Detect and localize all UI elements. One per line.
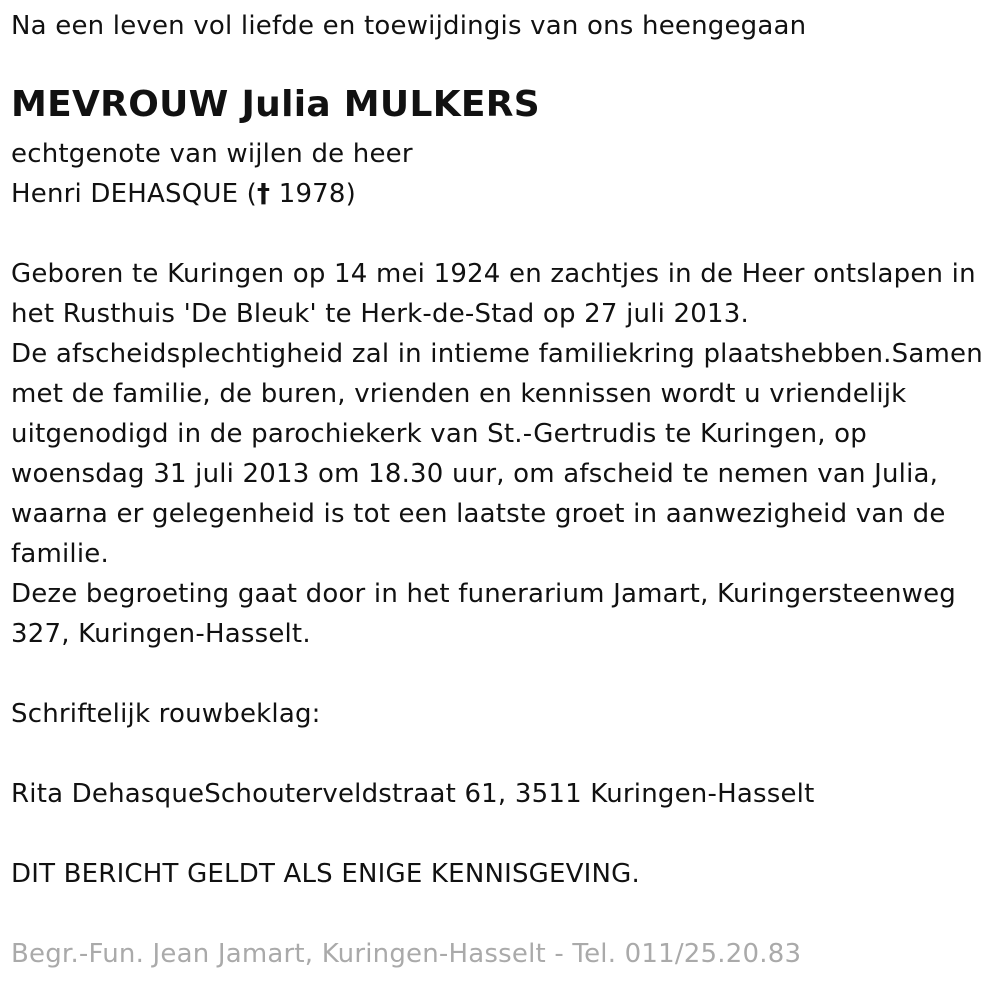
condolence-label: Schriftelijk rouwbeklag: [11,699,321,729]
body-line: 327, Kuringen-Hasselt. [11,619,311,649]
body-line: familie. [11,539,109,569]
spouse-name: Henri DEHASQUE ( [11,179,258,209]
body-line: De afscheidsplechtigheid zal in intieme familiekring plaatshebben.Samen [11,339,983,369]
body-line: waarna er gelegenheid is tot een laatste groet in aanwezigheid van de [11,499,946,529]
body-line: het Rusthuis 'De Bleuk' te Herk-de-Stad op 27 juli 2013. [11,299,749,329]
deceased-name: MEVROUW Julia MULKERS [11,84,541,125]
body-line: uitgenodigd in de parochiekerk van St.-Gertrudis te Kuringen, op [11,419,867,449]
spouse-year: 1978) [270,179,357,209]
funeral-home-footer: Begr.-Fun. Jean Jamart, Kuringen-Hasselt - Tel. 011/25.20.83 [11,939,802,969]
body-line: Deze begroeting gaat door in het funerarium Jamart, Kuringersteenweg [11,579,956,609]
spouse-line: echtgenote van wijlen de heer [11,139,413,169]
body-line: met de familie, de buren, vrienden en kennissen wordt u vriendelijk [11,379,907,409]
notice-text: DIT BERICHT GELDT ALS ENIGE KENNISGEVING. [11,859,640,889]
cross-icon: † [257,179,271,209]
intro-text: Na een leven vol liefde en toewijdingis van ons heengegaan [11,11,807,41]
condolence-address: Rita DehasqueSchouterveldstraat 61, 3511 Kuringen-Hasselt [11,779,815,809]
spouse-name-line [11,174,356,214]
body-line: woensdag 31 juli 2013 om 18.30 uur, om afscheid te nemen van Julia, [11,459,939,489]
body-line: Geboren te Kuringen op 14 mei 1924 en zachtjes in de Heer ontslapen in [11,259,976,289]
